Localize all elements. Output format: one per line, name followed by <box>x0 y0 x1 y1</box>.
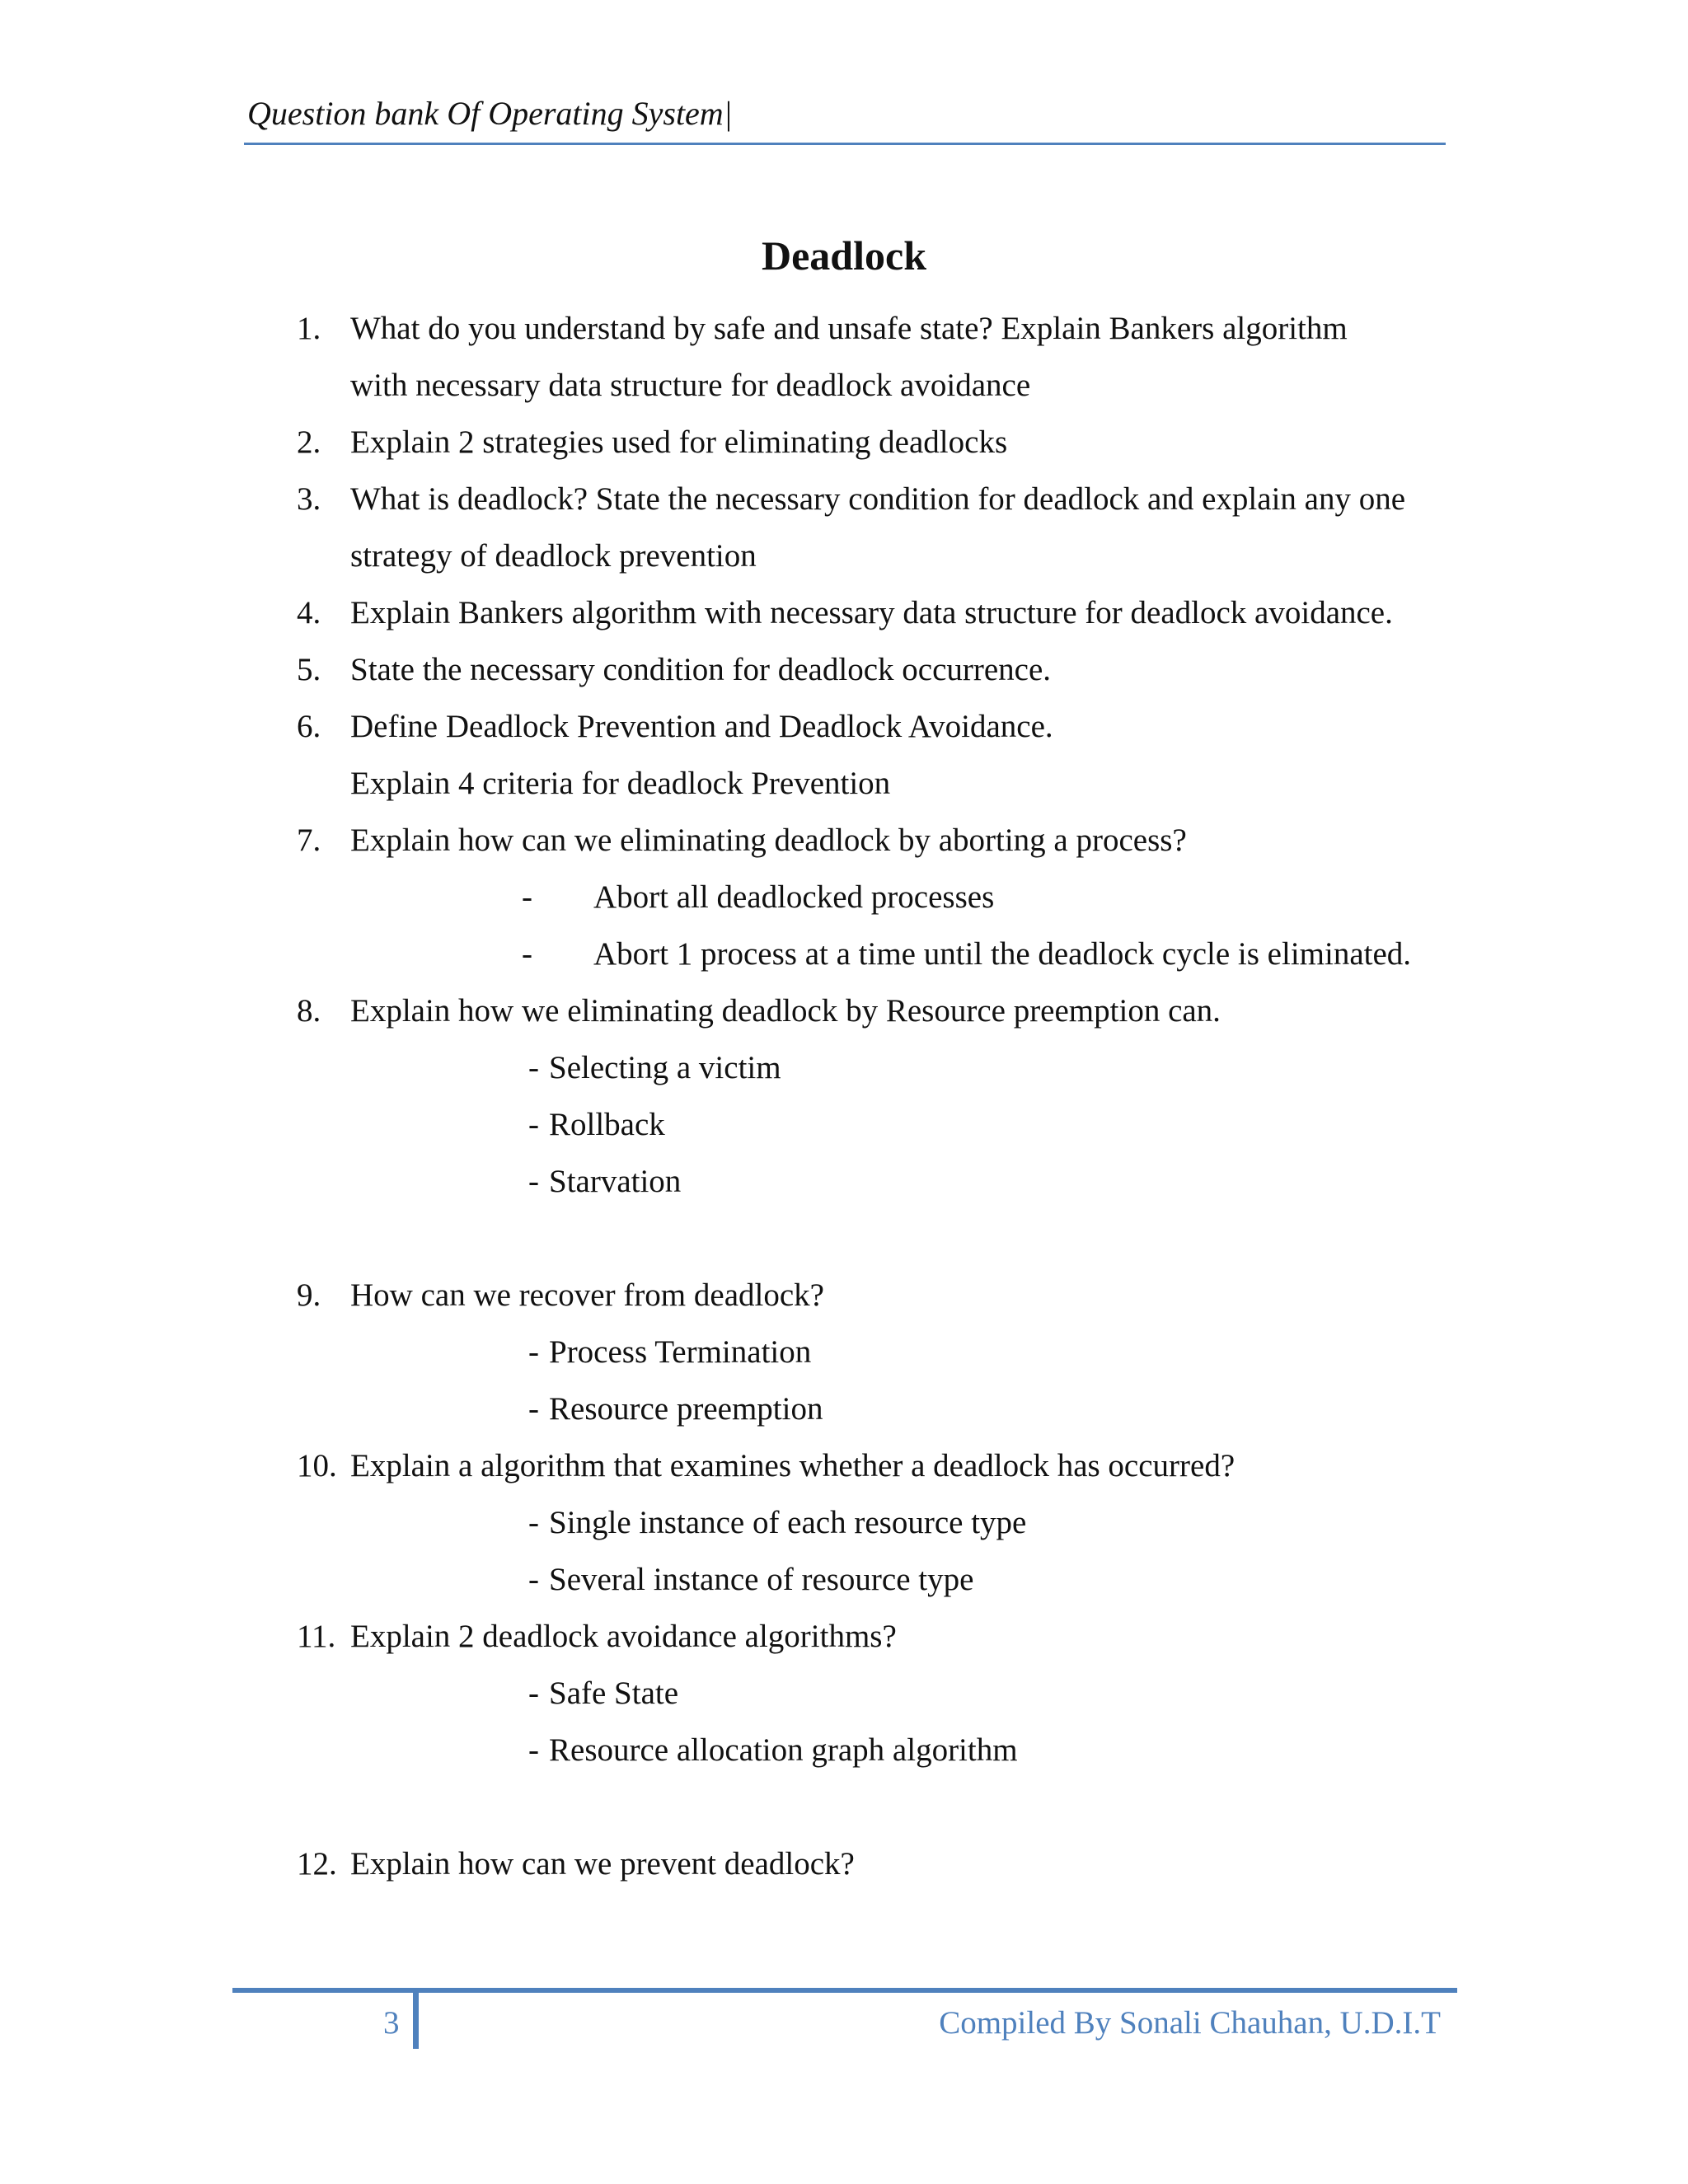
sub-item: Resource allocation graph algorithm <box>549 1732 1018 1768</box>
question-number: 8. <box>297 993 321 1029</box>
bullet-dash: - <box>528 1732 539 1768</box>
bullet-dash: - <box>522 936 532 972</box>
running-header: Question bank Of Operating System| <box>247 95 733 132</box>
question-text: strategy of deadlock prevention <box>350 538 757 574</box>
bullet-dash: - <box>528 1164 539 1199</box>
question-text: Explain 2 strategies used for eliminating deadlocks <box>350 424 1008 460</box>
question-text: with necessary data structure for deadlock avoidance <box>350 368 1031 403</box>
sub-item: Rollback <box>549 1107 665 1142</box>
sub-item: Several instance of resource type <box>549 1562 974 1597</box>
question-number: 12. <box>297 1846 337 1882</box>
sub-item: Selecting a victim <box>549 1050 781 1085</box>
question-text: How can we recover from deadlock? <box>350 1277 824 1313</box>
question-number: 11. <box>297 1619 336 1654</box>
sub-item: Abort all deadlocked processes <box>593 879 995 915</box>
question-text: Explain how we eliminating deadlock by Resource preemption can. <box>350 993 1221 1029</box>
footer-credit: Compiled By Sonali Chauhan, U.D.I.T <box>939 2005 1441 2041</box>
bullet-dash: - <box>528 1391 539 1427</box>
question-number: 7. <box>297 823 321 858</box>
question-text: Explain Bankers algorithm with necessary data structure for deadlock avoidance. <box>350 595 1393 630</box>
question-text: Explain 4 criteria for deadlock Prevention <box>350 766 891 801</box>
bullet-dash: - <box>528 1050 539 1085</box>
question-number: 10. <box>297 1448 337 1483</box>
question-text: What is deadlock? State the necessary condition for deadlock and explain any one <box>350 481 1406 517</box>
question-number: 6. <box>297 709 321 744</box>
question-text: State the necessary condition for deadlock occurrence. <box>350 652 1052 687</box>
footer-divider <box>413 1988 419 2049</box>
page-title: Deadlock <box>762 232 926 279</box>
question-number: 2. <box>297 424 321 460</box>
bullet-dash: - <box>528 1505 539 1540</box>
bullet-dash: - <box>528 1107 539 1142</box>
page-number: 3 <box>383 2005 400 2041</box>
bullet-dash: - <box>522 879 532 915</box>
bullet-dash: - <box>528 1675 539 1711</box>
question-number: 1. <box>297 311 321 346</box>
question-number: 4. <box>297 595 321 630</box>
question-text: Explain a algorithm that examines whether a deadlock has occurred? <box>350 1448 1236 1483</box>
sub-item: Resource preemption <box>549 1391 823 1427</box>
question-text: Define Deadlock Prevention and Deadlock Avoidance. <box>350 709 1053 744</box>
bullet-dash: - <box>528 1562 539 1597</box>
question-number: 3. <box>297 481 321 517</box>
header-rule <box>244 143 1446 145</box>
bullet-dash: - <box>528 1334 539 1370</box>
question-text: Explain how can we prevent deadlock? <box>350 1846 855 1882</box>
question-text: What do you understand by safe and unsafe state? Explain Bankers algorithm <box>350 311 1348 346</box>
sub-item: Process Termination <box>549 1334 812 1370</box>
sub-item: Single instance of each resource type <box>549 1505 1027 1540</box>
sub-item: Safe State <box>549 1675 679 1711</box>
question-number: 5. <box>297 652 321 687</box>
sub-item: Abort 1 process at a time until the deadlock cycle is eliminated. <box>593 936 1412 972</box>
sub-item: Starvation <box>549 1164 682 1199</box>
question-text: Explain 2 deadlock avoidance algorithms? <box>350 1619 897 1654</box>
question-number: 9. <box>297 1277 321 1313</box>
question-text: Explain how can we eliminating deadlock by aborting a process? <box>350 823 1187 858</box>
